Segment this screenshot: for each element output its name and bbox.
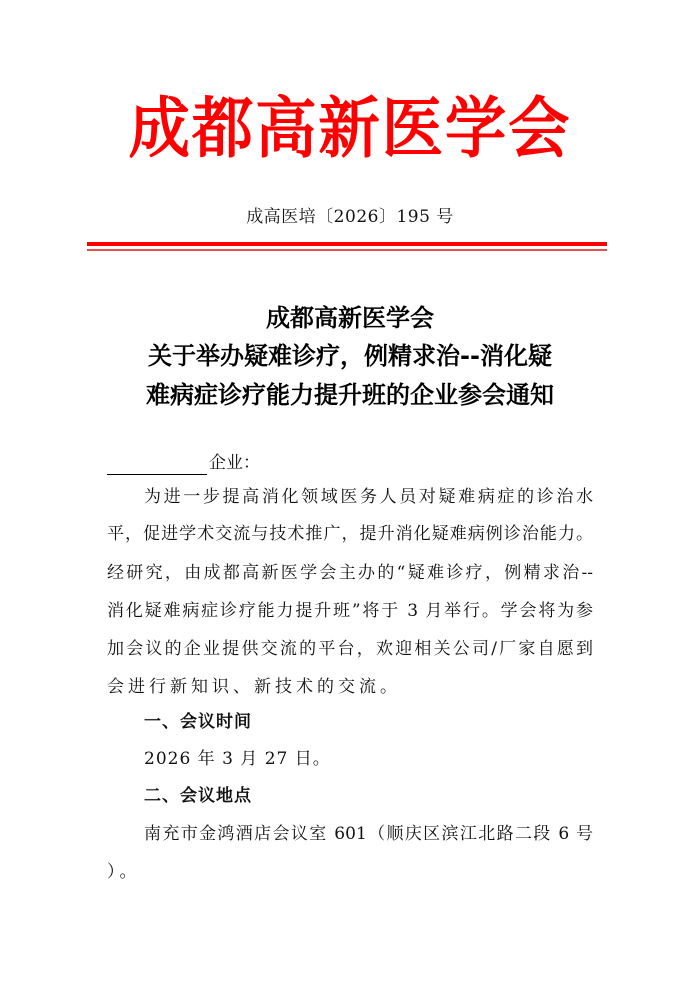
notice-title-line-1: 成都高新医学会	[266, 304, 434, 332]
meeting-location-line-1: 南充市金鸿酒店会议室 601（顺庆区滨江北路二段 6 号	[144, 824, 593, 844]
notice-title-line-3: 难病症诊疗能力提升班的企业参会通知	[146, 381, 554, 409]
body-line-4: 消化疑难病症诊疗能力提升班”将于 3 月举行。学会将为参	[107, 601, 593, 621]
header-rule-thin	[87, 249, 607, 251]
company-name-blank	[107, 456, 207, 475]
section-heading-time: 一、会议时间	[144, 712, 252, 732]
section-heading-location: 二、会议地点	[144, 786, 252, 806]
document-number: 成高医培〔2026〕195 号	[246, 207, 454, 227]
meeting-date: 2026 年 3 月 27 日。	[144, 749, 331, 769]
header-rule-thick	[87, 242, 607, 246]
body-line-2: 平，促进学术交流与技术推广，提升消化疑难病例诊治能力。	[107, 524, 593, 544]
masthead-title: 成都高新医学会	[128, 89, 572, 167]
salutation	[107, 451, 260, 475]
notice-title-line-2: 关于举办疑难诊疗，例精求治--消化疑	[148, 342, 552, 370]
body-line-1: 为进一步提高消化领域医务人员对疑难病症的诊治水	[144, 487, 593, 507]
salutation-suffix: 企业：	[209, 453, 260, 473]
body-line-5: 加会议的企业提供交流的平台，欢迎相关公司/厂家自愿到	[107, 639, 593, 659]
body-line-3: 经研究，由成都高新医学会主办的“疑难诊疗，例精求治--	[107, 563, 593, 583]
body-line-6: 会进行新知识、新技术的交流。	[107, 677, 401, 697]
meeting-location-line-2: ）。	[107, 862, 141, 882]
